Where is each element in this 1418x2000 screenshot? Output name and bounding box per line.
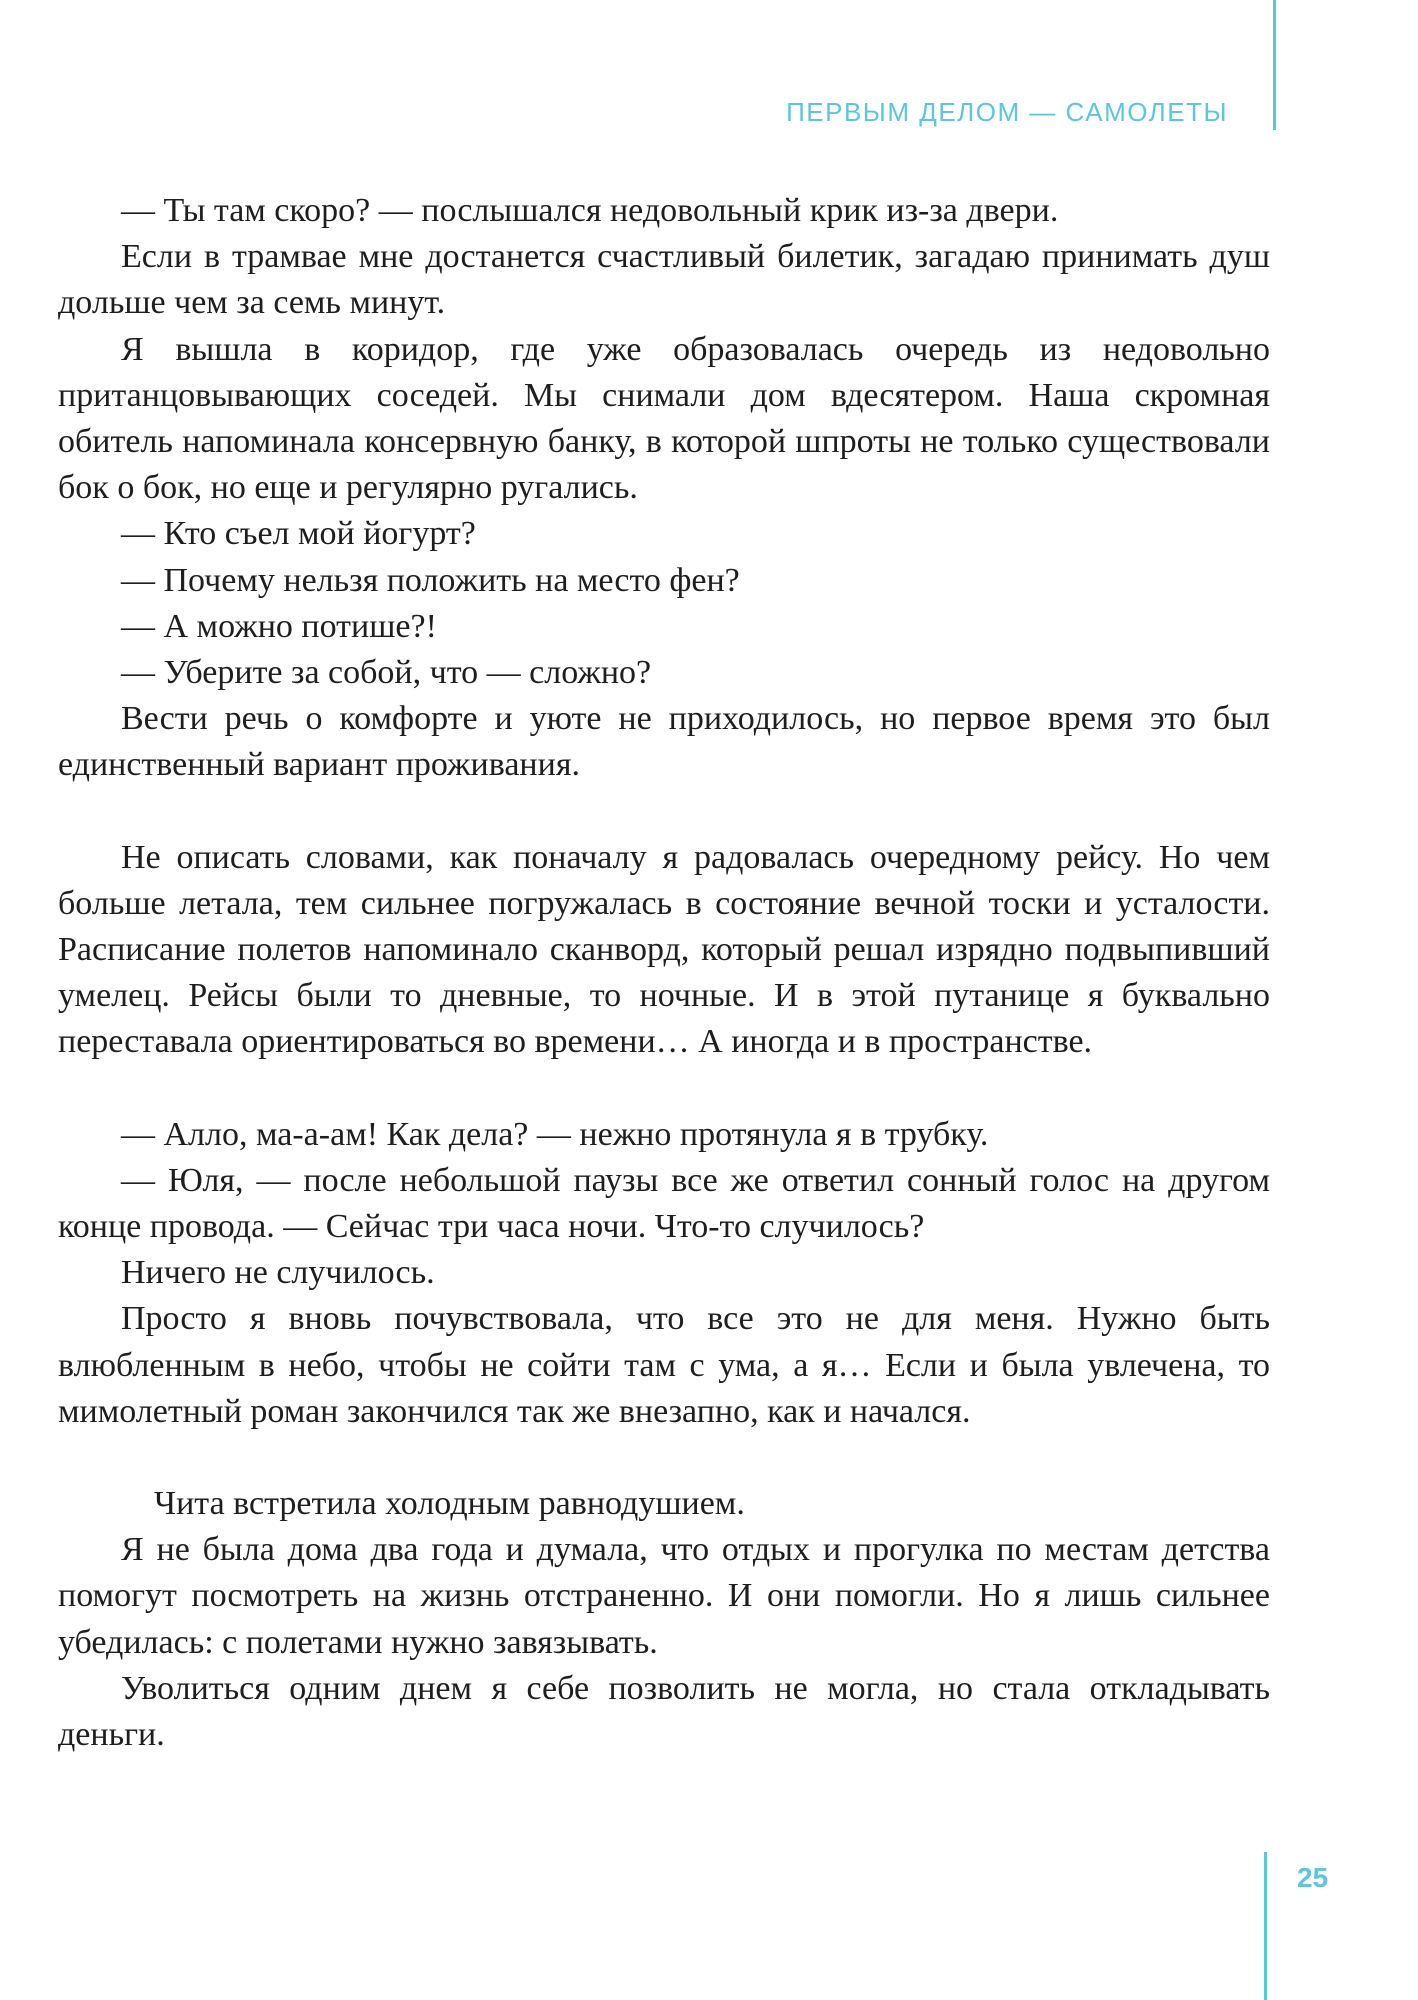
paragraph: Чита встретила холодным равнодушием. — [154, 1485, 745, 1523]
page-number: 25 — [1297, 1862, 1329, 1893]
paragraph: Уволиться одним днем я себе позволить не могла, но стала откладывать деньги. — [58, 1669, 1270, 1754]
paragraph: Вести речь о комфорте и уюте не приходилось, но первое время это был единственный вариант проживания. — [58, 700, 1270, 784]
body-text — [58, 188, 1270, 1758]
footer-rule — [1264, 1852, 1267, 2000]
paragraph: — Кто съел мой йогурт? — [121, 515, 476, 553]
paragraph: Ничего не случилось. — [121, 1254, 435, 1292]
paragraph: Я не была дома два года и думала, что отдых и прогулка по местам детства помогут посмотреть на жизнь отстраненно. И они помогли. Но я лишь сильнее убедилась: с полетами нужно завязывать. — [58, 1531, 1270, 1661]
paragraph: — Ты там скоро? — послышался недовольный крик из-за двери. — [121, 192, 1059, 229]
paragraph: Не описать словами, как поначалу я радовалась очередному рейсу. Но чем больше летала, тем сильнее погружалась в состояние вечной тоски и усталости. Расписание полетов напоминало сканворд, который решал изрядно подвыпивший умелец. Рейсы были то дневные, то ночные. И в этой путанице я буквально переставала ориентироваться во времени… А иногда и в пространстве. — [58, 838, 1270, 1061]
paragraph: Я вышла в коридор, где уже образовалась очередь из недовольно пританцовывающих соседей. Мы снимали дом вдесятером. Наша скромная обитель напоминала консервную банку, в которой шпроты не только существовали бок о бок, но еще и регулярно ругались. — [58, 330, 1270, 507]
paragraph: — Уберите за собой, что — сложно? — [121, 654, 652, 692]
paragraph: Просто я вновь почувствовала, что все это не для меня. Нужно быть влюбленным в небо, чтобы не сойти там с ума, а я… Если и была увлечена, то мимолетный роман закончился так же внезапно, как и начался. — [58, 1300, 1270, 1430]
paragraph: — Алло, ма-а-ам! Как дела? — нежно протянула я в трубку. — [121, 1115, 989, 1153]
paragraph: — Юля, — после небольшой паузы все же ответил сонный голос на другом конце провода. — Сейчас три часа ночи. Что-то случилось? — [58, 1161, 1270, 1246]
paragraph: Если в трамвае мне достанется счастливый билетик, загадаю принимать душ дольше чем за семь минут. — [58, 238, 1270, 322]
header-rule — [1273, 0, 1276, 130]
paragraph: — Почему нельзя положить на место фен? — [121, 561, 740, 599]
running-head: ПЕРВЫМ ДЕЛОМ — САМОЛЕТЫ — [786, 97, 1228, 127]
paragraph: — А можно потише?! — [121, 607, 437, 645]
